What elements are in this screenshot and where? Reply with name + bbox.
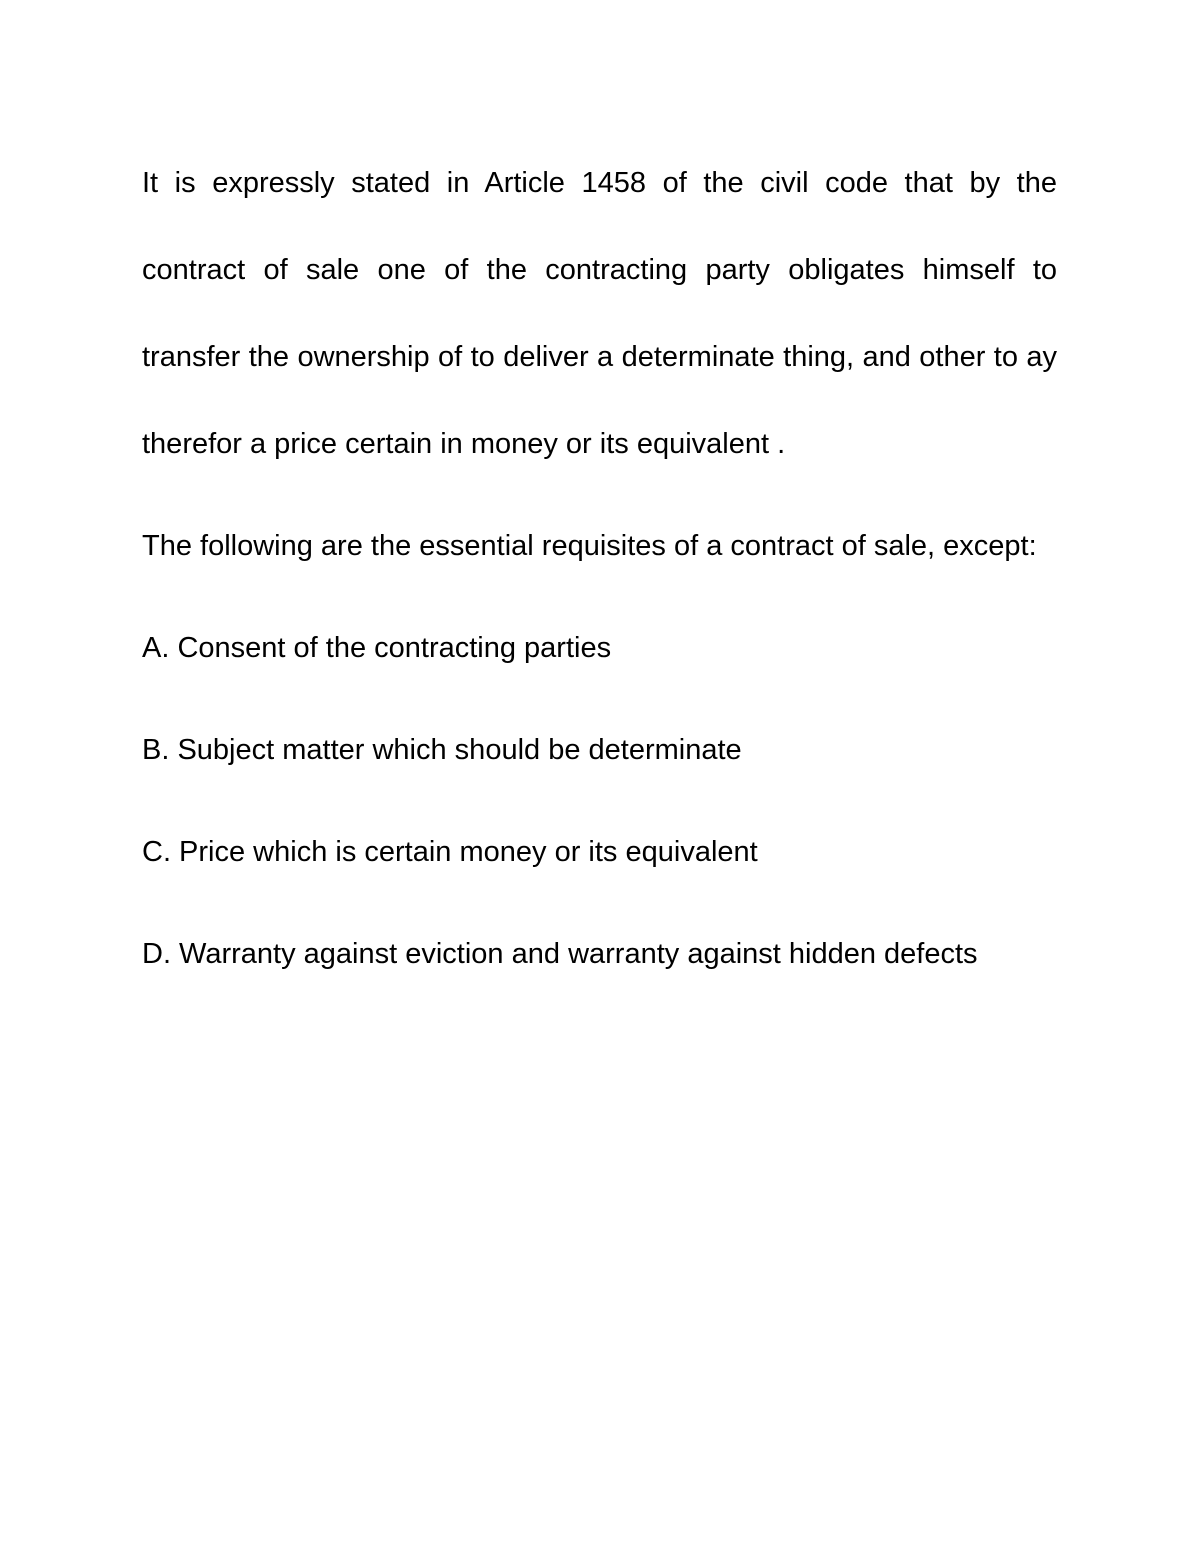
option-d: D. Warranty against eviction and warranty against hidden defects: [142, 938, 978, 970]
option-a: A. Consent of the contracting parties: [142, 632, 612, 664]
document-body: [142, 140, 1057, 998]
option-b: B. Subject matter which should be determinate: [142, 734, 742, 766]
option-c: C. Price which is certain money or its equivalent: [142, 836, 758, 868]
intro-paragraph: It is expressly stated in Article 1458 of the civil code that by the contract of sale one of the contracting party obligates himself to transfer the ownership of to deliver a determinate thing, and other to ay therefor a price certain in money or its equivalent .: [142, 167, 1057, 460]
question-text: The following are the essential requisites of a contract of sale, except:: [142, 530, 1037, 562]
